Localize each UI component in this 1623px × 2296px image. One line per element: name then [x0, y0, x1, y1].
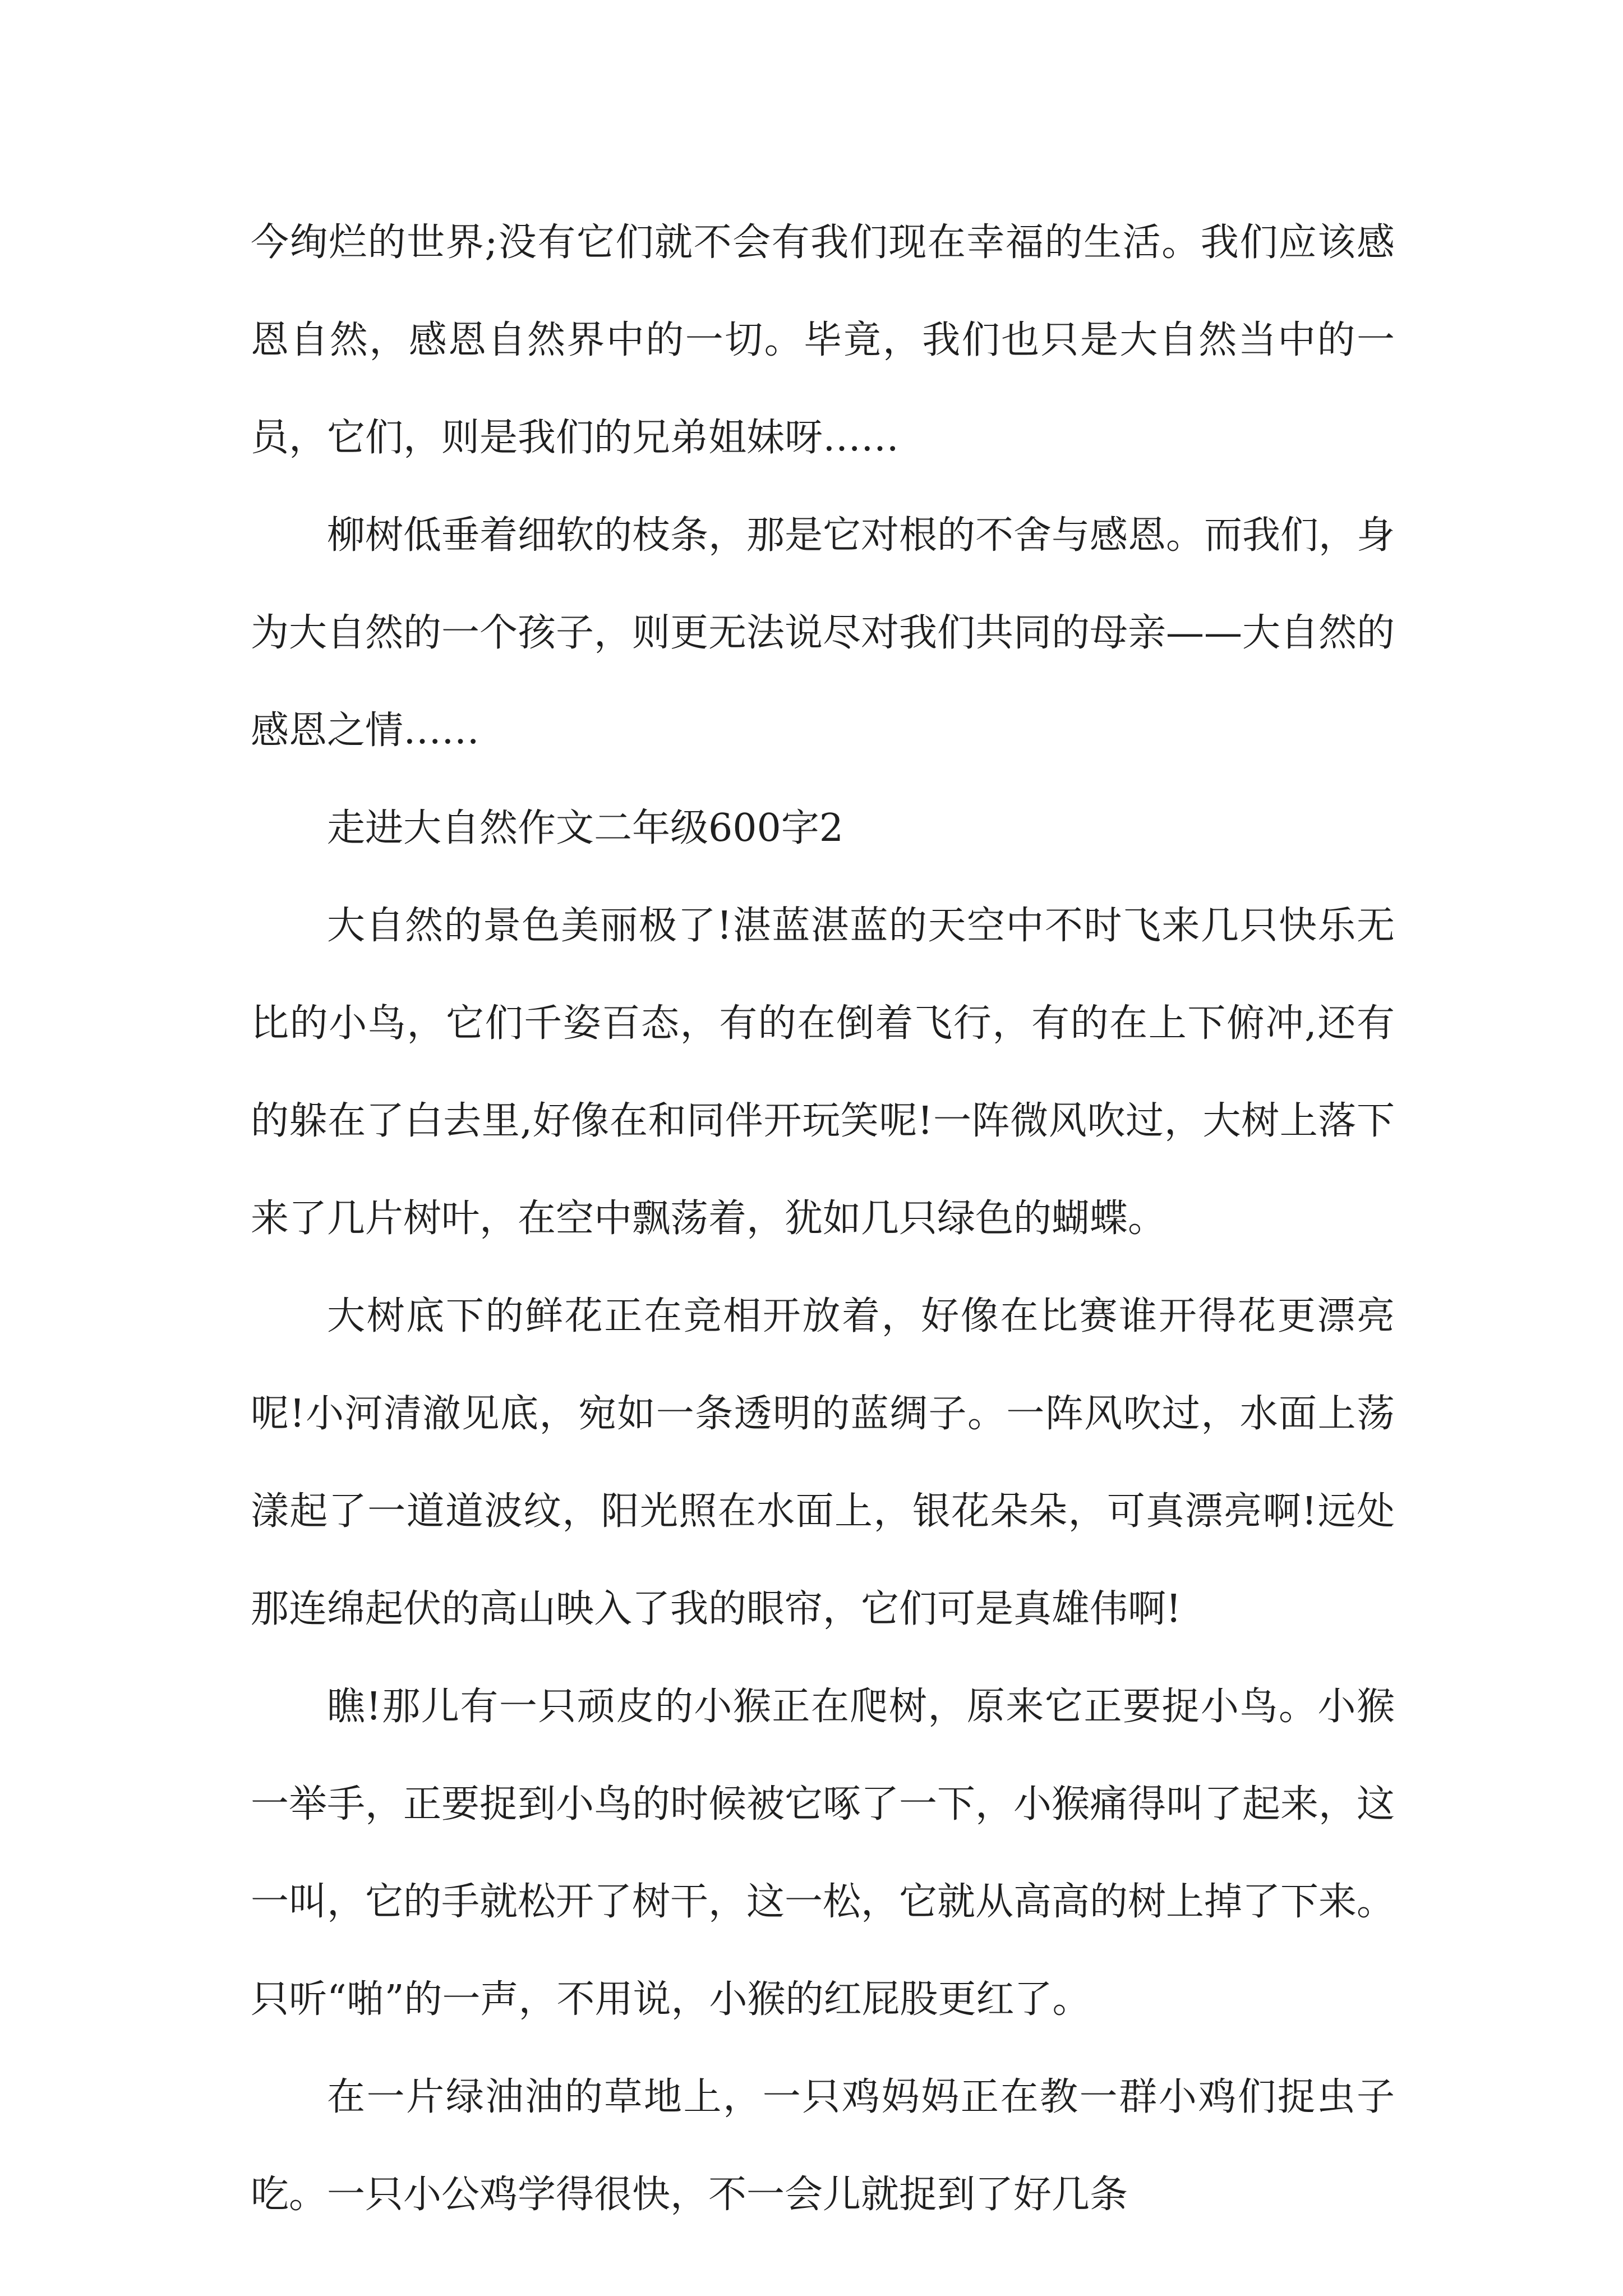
paragraph: 大自然的景色美丽极了!湛蓝湛蓝的天空中不时飞来几只快乐无比的小鸟，它们千姿百态，有的在倒着飞行，有的在上下俯冲,还有的躲在了白去里,好像在和同伴开玩笑呢!一阵微风吹过，大树上落下来了几片树叶，在空中飘荡着，犹如几只绿色的蝴蝶。: [251, 904, 1395, 1241]
article-body: [251, 194, 1395, 2244]
paragraph: 在一片绿油油的草地上，一只鸡妈妈正在教一群小鸡们捉虫子吃。一只小公鸡学得很快，不一会儿就捉到了好几条: [251, 2075, 1395, 2217]
paragraph: 大树底下的鲜花正在竞相开放着，好像在比赛谁开得花更漂亮呢!小河清澈见底，宛如一条透明的蓝绸子。一阵风吹过，水面上荡漾起了一道道波纹，阳光照在水面上，银花朵朵，可真漂亮啊!远处那连绵起伏的高山映入了我的眼帘，它们可是真雄伟啊!: [251, 1294, 1395, 1631]
section-heading: 走进大自然作文二年级600字2: [327, 806, 844, 850]
paragraph: 柳树低垂着细软的枝条，那是它对根的不舍与感恩。而我们，身为大自然的一个孩子，则更无法说尽对我们共同的母亲——大自然的感恩之情……: [251, 513, 1395, 753]
paragraph-continued: 今绚烂的世界;没有它们就不会有我们现在幸福的生活。我们应该感恩自然，感恩自然界中的一切。毕竟，我们也只是大自然当中的一员，它们，则是我们的兄弟姐妹呀……: [251, 220, 1395, 460]
paragraph: 瞧!那儿有一只顽皮的小猴正在爬树，原来它正要捉小鸟。小猴一举手，正要捉到小鸟的时候被它啄了一下，小猴痛得叫了起来，这一叫，它的手就松开了树干，这一松，它就从高高的树上掉了下来。只听“啪”的一声，不用说，小猴的红屁股更红了。: [251, 1685, 1395, 2022]
